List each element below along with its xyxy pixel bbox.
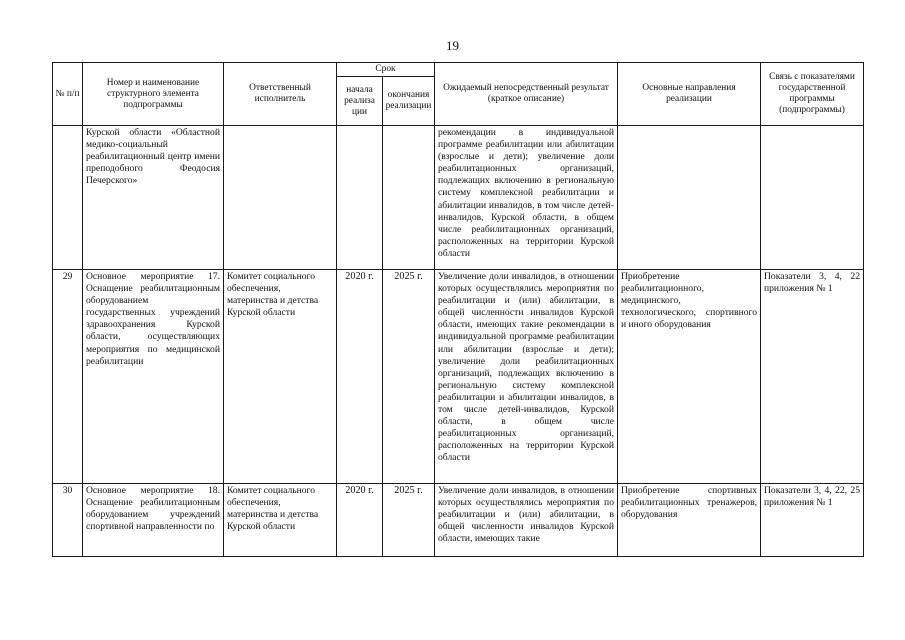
table-header-row xyxy=(53,63,864,77)
row-end: 2025 г. xyxy=(383,484,435,557)
program-table xyxy=(52,62,864,557)
row-start: 2020 г. xyxy=(337,270,383,484)
row-element: Основное мероприятие 18. Оснащение реабилитационным оборудованием учреждений спортивной направленности по xyxy=(83,484,224,557)
row-start xyxy=(337,126,383,270)
header-element: Номер и наименование структурного элемента подпрограммы xyxy=(83,63,224,126)
header-responsible: Ответственный исполнитель xyxy=(224,63,337,126)
row-link: Показатели 3, 4, 22, 25 приложения № 1 xyxy=(761,484,864,557)
row-end xyxy=(383,126,435,270)
header-num: № п/п xyxy=(53,63,83,126)
header-end: окончания реализации xyxy=(383,77,435,126)
row-element: Основное мероприятие 17. Оснащение реабилитационным оборудованием государственных учреждений здравоохранения Курской области, осуществляющих мероприятия по медицинской реабилитации xyxy=(83,270,224,484)
row-directions xyxy=(618,126,761,270)
row-num: 29 xyxy=(53,270,83,484)
row-directions: Приобретение реабилитационного, медицинского, технологического, спортивного и иного оборудования xyxy=(618,270,761,484)
header-term: Срок xyxy=(337,63,435,77)
table-row xyxy=(53,270,864,484)
header-directions: Основные направления реализации xyxy=(618,63,761,126)
row-result: Увеличение доли инвалидов, в отношении которых осуществлялись мероприятия по реабилитации и (или) абилитации, в общей численности инвалидов Курской области, имеющих такие xyxy=(435,484,618,557)
row-directions: Приобретение спортивных реабилитационных тренажеров, оборудования xyxy=(618,484,761,557)
table-row xyxy=(53,126,864,270)
row-element: Курской области «Областной медико-социальный реабилитационный центр имени преподобного Феодосия Печерского» xyxy=(83,126,224,270)
row-link xyxy=(761,126,864,270)
header-result: Ожидаемый непосредственный результат (краткое описание) xyxy=(435,63,618,126)
row-responsible: Комитет социального обеспечения, материнства и детства Курской области xyxy=(224,270,337,484)
row-result: рекомендации в индивидуальной программе реабилитации или абилитации (взрослые и дети); увеличение доли реабилитационных организаций, подлежащих включению в региональную систему комплексной реабилитации и абилитации инвалидов, в том числе детей-инвалидов, Курской области, в общем числе реабилитационных организаций, расположенных на территории Курской области xyxy=(435,126,618,270)
row-responsible xyxy=(224,126,337,270)
row-num xyxy=(53,126,83,270)
row-responsible: Комитет социального обеспечения, материнства и детства Курской области xyxy=(224,484,337,557)
page-number: 19 xyxy=(446,38,459,53)
row-start: 2020 г. xyxy=(337,484,383,557)
row-num: 30 xyxy=(53,484,83,557)
header-start: начала реализа ции xyxy=(337,77,383,126)
header-link: Связь с показателями государственной программы (подпрограммы) xyxy=(761,63,864,126)
table-row xyxy=(53,484,864,557)
row-result: Увеличение доли инвалидов, в отношении которых осуществлялись мероприятия по реабилитации и (или) абилитации, в общей численности инвалидов Курской области, имеющих такие рекомендации в индивидуальной программе реабилитации или абилитации (взрослые и дети); увеличение доли реабилитационных организаций, подлежащих включению в региональную систему комплексной реабилитации и абилитации инвалидов, в том числе детей-инвалидов, Курской области, в общем числе реабилитационных организаций, расположенных на территории Курской области xyxy=(435,270,618,484)
row-link: Показатели 3, 4, 22 приложения № 1 xyxy=(761,270,864,484)
row-end: 2025 г. xyxy=(383,270,435,484)
